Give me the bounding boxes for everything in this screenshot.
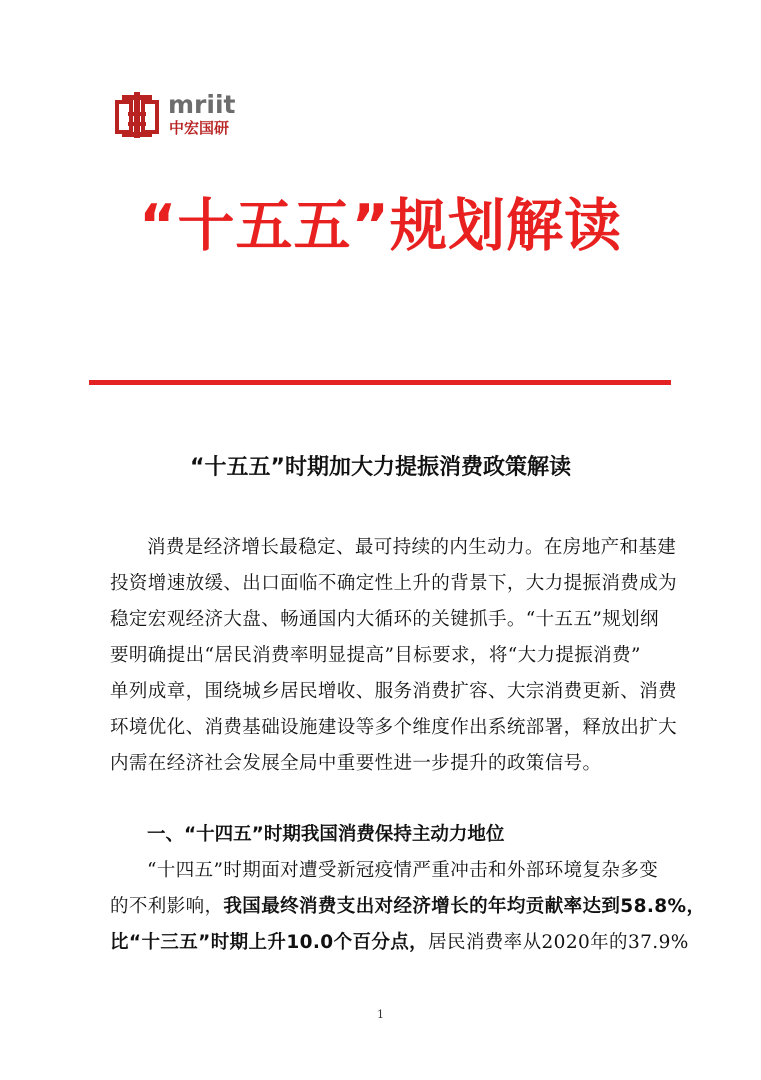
paragraph-text: 居民消费率从2020年的37.9%	[428, 932, 689, 953]
section-heading: 一、“十四五”时期我国消费保持主动力地位	[147, 824, 505, 845]
paragraph-line: 稳定宏观经济大盘、畅通国内大循环的关键抓手。“十五五”规划纲	[110, 609, 659, 630]
paragraph-line: 单列成章，围绕城乡居民增收、服务消费扩容、大宗消费更新、消费	[110, 681, 678, 702]
paragraph-bold-text: 比“十三五”时期上升10.0个百分点，	[110, 932, 429, 953]
paragraph-bold-text: 我国最终消费支出对经济增长的年均贡献率达到58.8%，	[223, 896, 706, 917]
paragraph-line	[110, 889, 706, 925]
mriit-logo-icon	[114, 92, 160, 138]
mriit-logo	[114, 92, 244, 140]
paragraph-line: 投资增速放缓、出口面临不确定性上升的背景下，大力提振消费成为	[110, 573, 678, 594]
paragraph-line: 环境优化、消费基础设施建设等多个维度作出系统部署，释放出扩大	[110, 717, 678, 738]
paragraph-text: 的不利影响，	[110, 896, 224, 917]
paragraph-line: “十四五”时期面对遭受新冠疫情严重冲击和外部环境复杂多变	[147, 860, 659, 881]
paragraph-line	[110, 925, 689, 961]
article-title: “十五五”时期加大力提振消费政策解读	[190, 455, 571, 480]
page-number: 1	[377, 1008, 384, 1021]
paragraph-line: 要明确提出“居民消费率明显提高”目标要求，将“大力提振消费”	[110, 645, 641, 666]
paragraph-line: 内需在经济社会发展全局中重要性进一步提升的政策信号。	[110, 753, 602, 774]
logo-text-en: mriit	[168, 90, 236, 119]
logo-text-cn: 中宏国研	[169, 119, 230, 137]
cover-title: “十五五”规划解读	[139, 193, 622, 259]
paragraph-line: 消费是经济增长最稳定、最可持续的内生动力。在房地产和基建	[147, 537, 677, 558]
title-divider	[89, 380, 671, 385]
